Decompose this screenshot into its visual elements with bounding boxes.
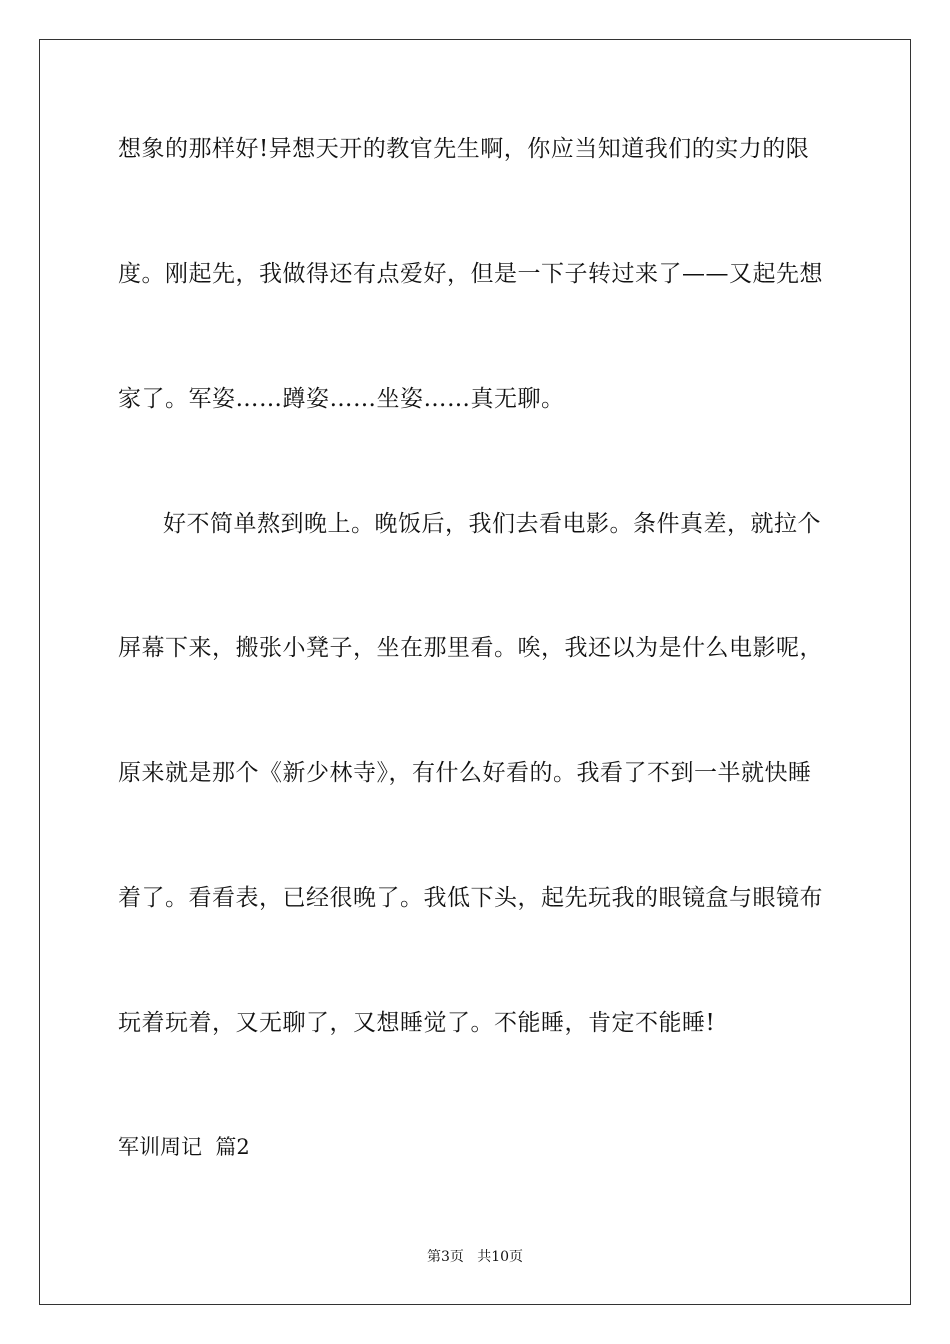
paragraph-start-line: 好不简单熬到晚上。晚饭后，我们去看电影。条件真差，就拉个 [163,511,821,537]
body-text-line: 屏幕下来，搬张小凳子，坐在那里看。唉，我还以为是什么电影呢， [118,635,823,661]
section-heading: 军训周记 篇2 [118,1135,250,1159]
body-text-line: 家了。军姿……蹲姿……坐姿……真无聊。 [118,386,565,412]
page-number-footer: 第3页 共10页 [426,1249,524,1265]
body-text-line: 着了。看看表，已经很晚了。我低下头，起先玩我的眼镜盒与眼镜布 [118,885,823,911]
body-text-line: 玩着玩着，又无聊了，又想睡觉了。不能睡，肯定不能睡! [118,1010,716,1036]
body-text-line: 度。刚起先，我做得还有点爱好，但是一下子转过来了——又起先想 [118,261,823,287]
body-text-line: 原来就是那个《新少林寺》，有什么好看的。我看了不到一半就快睡 [118,760,812,786]
body-text-line: 想象的那样好!异想天开的教官先生啊，你应当知道我们的实力的限 [118,136,810,162]
page-border [39,39,911,1305]
